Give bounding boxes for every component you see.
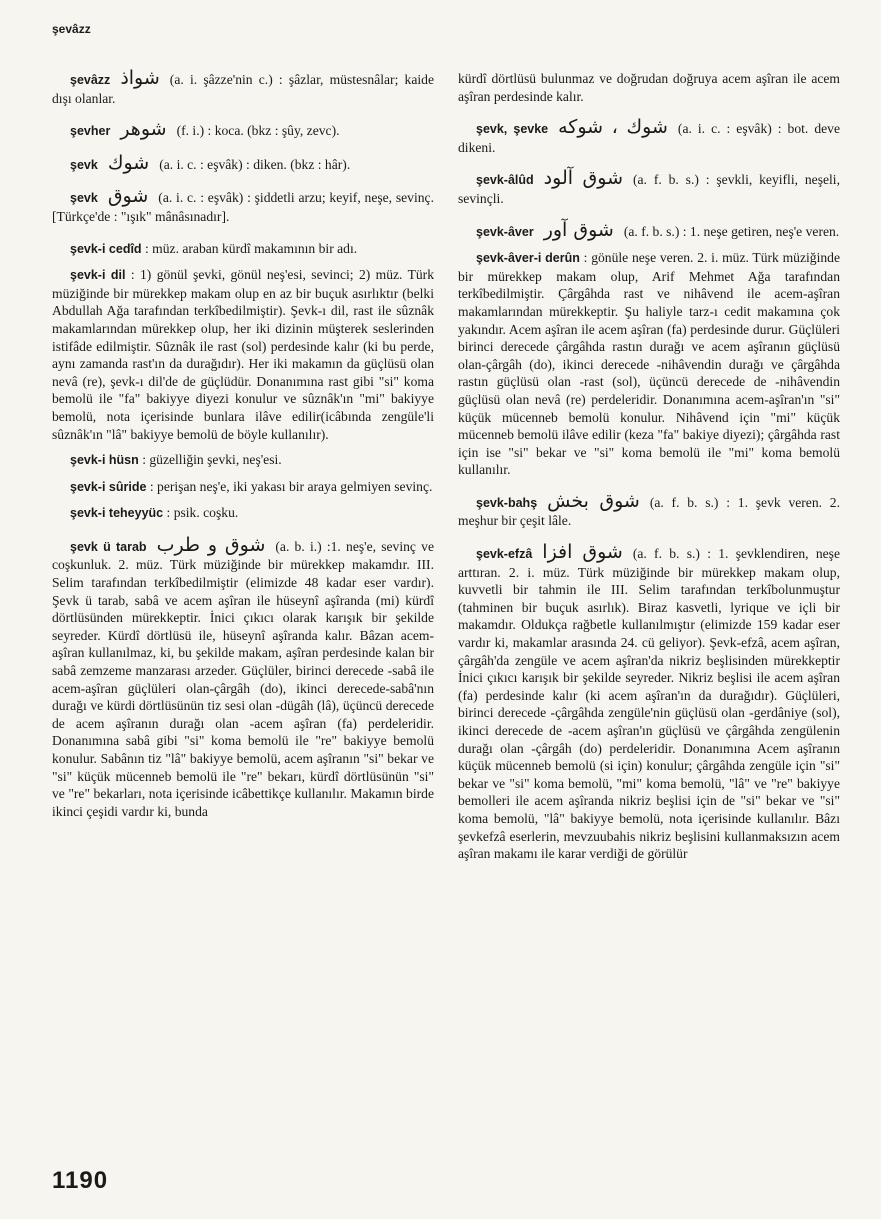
dictionary-entry bbox=[52, 185, 434, 225]
dictionary-entry bbox=[52, 240, 434, 259]
entry-arabic-script: شوك bbox=[107, 151, 150, 174]
entry-headword: şevk bbox=[70, 157, 98, 172]
entry-definition: (a. b. i.) :1. neş'e, sevinç ve coşkunluk. 2. müz. Türk müziğinde bir mürekkep makamdır. III. Selim tarafından terkîbedilmiştir (elimizde 48 kadar eser vardır). Şevk ü tarab, sabâ ve acem aşîran ile hüseynî aşîranda (mi) kürdî dörtlüsünden mürekkeptir. İnici çıkıcı olarak karışık bir şekilde seyreder. Kürdî dörtlüsü ile, hüseynî aşîranda kalır. Bâzan acem-aşîran kullanılmaz, ki, bu şekilde makam, aşîran perdesinde kalan bir sabâ zemzeme manzarası arzeder. Güçlüler, birinci derecede -sabâ ile acem-aşîran güçlüleri olan-çârgâh (do), ikinci derecede-sabâ'nın durağı ve kürdi dörtlüsünün tiz sesi olan -dügâh (lâ), üçüncü derecede de acem aşîranın durağı olan -acem aşîran (fa) perdeleridir. Donanımına sabâ gibi "si" koma bemolü ile "re" bakiyye bemolü konulur. Sabânın tiz "lâ" bakiyye bemolü, acem aşîranın "si" bekar ve "si" küçük mücenneb bemolü ile "re" bekarı, kürdî dörtlüsünün "si" ve "re" bekarları, nota içerisinde icâbettikçe kullanılır. Makamın birde ikinci çeşidi vardır ki, bunda bbox=[52, 538, 434, 819]
dictionary-entry bbox=[458, 541, 840, 863]
dictionary-entry bbox=[458, 249, 840, 479]
dictionary-entry bbox=[458, 489, 840, 530]
entry-definition: (a. i. şâzze'nin c.) : şâzlar, müstesnâlar; kaide dışı olanlar. bbox=[52, 72, 434, 106]
entry-arabic-script: شوق بخش bbox=[547, 489, 640, 512]
entry-arabic-script: شوق آلود bbox=[543, 167, 623, 190]
entry-definition: : güzelliğin şevki, neş'esi. bbox=[142, 452, 282, 468]
entry-headword: şevk-i teheyyüc bbox=[70, 506, 164, 521]
entry-headword: şevk-efzâ bbox=[476, 547, 533, 562]
entry-definition: (a. f. b. s.) : 1. neşe getiren, neş'e veren. bbox=[623, 223, 840, 239]
entry-headword: şevk, şevke bbox=[476, 122, 549, 137]
entry-headword: şevk-âver-i derûn bbox=[476, 251, 580, 266]
entry-definition: : psik. coşku. bbox=[166, 505, 239, 521]
dictionary-entry bbox=[458, 218, 840, 242]
entry-headword: şevk-i sûride bbox=[70, 479, 147, 494]
entry-arabic-script: شواذ bbox=[120, 67, 160, 89]
entry-headword: şevk bbox=[70, 191, 98, 206]
entry-arabic-script: شوق bbox=[107, 185, 149, 208]
entry-headword: şevher bbox=[70, 124, 111, 139]
entry-arabic-script: شوق آور bbox=[543, 218, 614, 241]
dictionary-entry bbox=[52, 451, 434, 470]
dictionary-entry bbox=[52, 67, 434, 107]
entry-definition: (a. f. b. s.) : 1. şevk veren. 2. meşhur bir çeşit lâle. bbox=[458, 494, 840, 529]
page-number: 1190 bbox=[52, 1167, 109, 1194]
entry-arabic-script: شوق و طرب bbox=[156, 533, 266, 556]
entry-headword: şevk-âver bbox=[476, 224, 534, 239]
entry-definition: (a. i. c. : eşvâk) : diken. (bkz : hâr). bbox=[159, 156, 351, 172]
entry-definition: (a. f. b. s.) : şevkli, keyifli, neşeli, sevinçli. bbox=[458, 172, 840, 206]
dictionary-entry bbox=[52, 533, 434, 821]
entry-definition: : gönüle neşe veren. 2. i. müz. Türk müziğinde bir mürekkep makam olup, Arif Mehmet Ağa tarafından terkîbedilmiştir. Çârgâhda rast ve nihâvend ile acem-aşîran makamlarından mürekkeptir. Şu haliyle tarz-ı cedit makamına çok yakındır. Acem aşîran ile acem aşîran (fa) perdesinde durur. Güçlüleri birinci derecede çârgâhda rastın durağı ve acem aşîranın güçlüsü olan-çârgâh (do), ikinci derecede -nihâvendin durağı ve çârgâhda rastın güçlüsü olan -rast (sol), üçüncü derecede de -nihâvendin güçlüsü olan nevâ (re) perdeleridir. Donanımına acem-aşîran'ın "si" küçük mücenneb bemolü konulur. Nihâvend için "mi" küçük mücenneb bemolü ilâve edilir (keza "fa" bakiye diyezi); çârgâhda rast için ise "si" bekar ve "si" koma bemolü ile "mi" koma bemolü kullanılır. bbox=[458, 250, 840, 478]
right-column bbox=[458, 70, 840, 871]
left-column bbox=[52, 67, 434, 828]
entry-definition: (a. i. c. : eşvâk) : bot. deve dikeni. bbox=[458, 121, 840, 155]
dictionary-entry bbox=[458, 116, 840, 156]
dictionary-entry bbox=[52, 118, 434, 141]
dictionary-entry bbox=[52, 151, 434, 175]
entry-headword: şevk ü tarab bbox=[70, 539, 147, 554]
entry-arabic-script: شوك ، شوكه bbox=[558, 116, 668, 139]
entry-headword: şevk-bahş bbox=[476, 495, 538, 510]
entry-headword: şevâzz bbox=[70, 73, 111, 87]
entry-arabic-script: شوق افزا bbox=[542, 541, 623, 564]
entry-headword: şevk-i dil bbox=[70, 268, 126, 283]
dictionary-entry bbox=[458, 167, 840, 207]
entry-definition: : 1) gönül şevki, gönül neş'esi, sevinci; 2) müz. Türk müziğinde bir mürekkep makam olup en az bir buçuk asırlıktır (belki Abdullah Ağa tarafından terkîbedilmiştir). Şevk-ı dil, rast ile sûznâk makamlarından mürekkep olup, her iki dizinin müşterek seslerinden istifâde edilmiştir. Sûznâk ile rast (sol) perdesinde kalır (ki bu perde, aynı zamanda rast'ın da durağıdır). Her iki makamın da güçlüsü olan nevâ (re), şevk-ı dil'de de güçlüdür. Donanımına rast gibi "si" koma bemolü ile "fa" bakiyye diyezi konulur ve sûznâk'ın "mi" bakiyye bemolü, nota içerisinde bunlara ilâve edilir(icâbında zengüle'li sûznâk'ın "lâ" bakiyye bemolü de böyle kullanılır). bbox=[52, 267, 434, 442]
dictionary-entry-continuation bbox=[458, 70, 840, 105]
entry-headword: şevk-i cedîd bbox=[70, 241, 142, 256]
dictionary-entry bbox=[52, 504, 434, 523]
entry-definition: (a. i. c. : eşvâk) : şiddetli arzu; keyif, neşe, sevinç. [Türkçe'de : "ışık" mânâsınadır]. bbox=[52, 190, 434, 224]
entry-definition: (a. f. b. s.) : 1. şevklendiren, neşe arttıran. 2. i. müz. Türk müziğinde bir mürekkep makam olup, kuvvetli bir tahmin ile III. Selim tarafından terkîbolunmuştur (tahminen bir buçuk asırlık). Biraz kasvetli, lyrique ve içli bir makamdır. Oldukça rağbetle kullanılmıştır (elimizde 159 kadar eser vardır ki, makamlar arasında 24. cü geliyor). Şevk-efzâ, acem aşîran, çârgâh'da zengüle ve acem aşîran'da nikriz beşlisinden mürekkeptir İnici çıkıcı karışık bir şekilde seyreder. Nikriz beşlisi ile acem aşîran (fa) perdesinde kalır (ki acem aşîran'ın da durağıdır). Güçlüleri, birinci derecede -çârgâhda zengüle'nin güçlüsü olan -gerdâniye (sol), ikinci derecede de -acem aşîran'ın güçlüsü ve çârgâhda zengülenin durağı olan -çârgâh (do) perdeleridir. Donanımına Acem aşîranın küçük mücenneb bemolü (si için) konulur; çârgâhda zengüle için "si" bekar ve "si" koma bemolü, "mi" koma bemolü, "lâ" ve "re" bakiyye bemolleri ile acem aşîranda nikriz beşlisi için de "si" bekar ve "si" koma bemolü, "lâ" bakiyye bemolü, nota içerisinde kullanılır. Bâzı şevkefzâ eserlerin, mevzuubahis nikriz beşlisini kullanmaksızın acem aşîran makamı ile karar verdiği de görülür bbox=[458, 546, 840, 862]
dictionary-entry bbox=[52, 266, 434, 443]
entry-definition: (f. i.) : koca. (bkz : şûy, zevc). bbox=[176, 123, 340, 139]
entry-definition: kürdî dörtlüsü bulunmaz ve doğrudan doğruya acem aşîran ile acem aşîran perdesinde kalır. bbox=[458, 71, 840, 104]
entry-headword: şevk-âlûd bbox=[476, 173, 534, 188]
entry-headword: şevk-i hüsn bbox=[70, 453, 139, 468]
entry-definition: : perişan neş'e, iki yakası bir araya gelmiyen sevinç. bbox=[149, 478, 433, 494]
running-head: şevâzz bbox=[52, 22, 91, 36]
dictionary-entry bbox=[52, 478, 434, 497]
entry-definition: : müz. araban kürdî makamının bir adı. bbox=[144, 240, 358, 256]
entry-arabic-script: شوهر bbox=[120, 118, 167, 141]
